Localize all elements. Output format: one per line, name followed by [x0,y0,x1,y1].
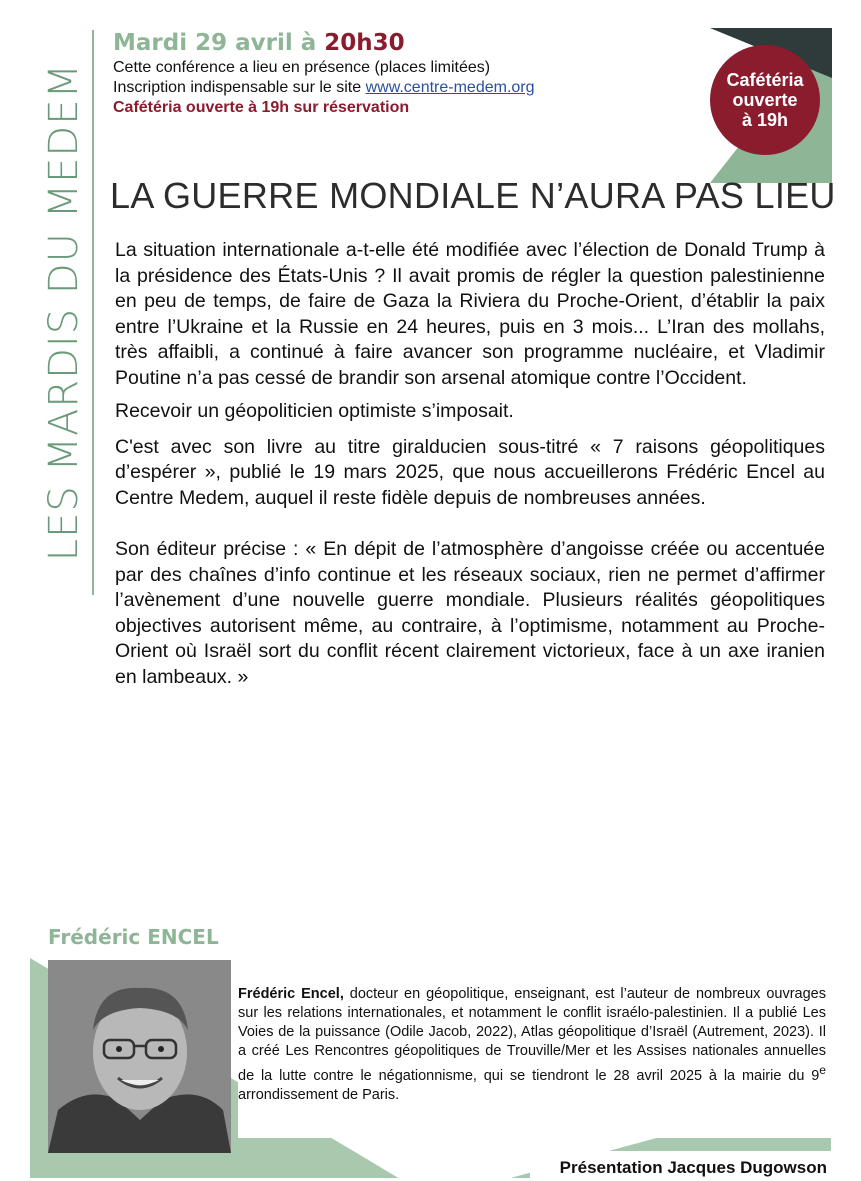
bio-name: Frédéric Encel, [238,986,344,1002]
page-title: LA GUERRE MONDIALE N’AURA PAS LIEU [110,175,836,216]
presenter-credit: Présentation Jacques Dugowson [559,1158,827,1177]
bio-superscript: e [819,1063,826,1077]
event-date [113,28,535,58]
paragraph-2: Recevoir un géopoliticien optimiste s’imposait. [115,400,514,422]
badge-line-1: Cafétéria [726,70,804,90]
badge-line-2: ouverte [732,90,798,110]
portrait-image [48,960,231,1153]
website-link[interactable]: www.centre-medem.org [365,79,535,96]
speaker-bio [238,985,826,1105]
paragraph-3: C'est avec son livre au titre giralducien sous-titré « 7 raisons géopolitiques d’espérer », publié le 19 mars 2025, que nous accueillerons Frédéric Encel au Centre Medem, auquel il reste fidèle depuis de nombreuses années. [115,435,825,509]
series-title-text: LES MARDIS DU MEDEM [41,62,87,562]
event-date-text: Mardi 29 avril à [113,30,325,56]
cafeteria-note: Cafétéria ouverte à 19h sur réservation [113,99,410,116]
registration-note [113,78,535,98]
speaker-photo [48,960,231,1153]
attendance-note: Cette conférence a lieu en présence (places limitées) [113,59,491,76]
registration-prefix: Inscription indispensable sur le site [113,79,366,96]
paragraph-4: Son éditeur précise : « En dépit de l’atmosphère d’angoisse créée ou accentuée par des chaînes d’info continue et les réseaux sociaux, rien ne permet d’affirmer l’avènement d’une nouvelle guerre mondiale. Plusieurs réalités géopolitiques objectives autorisent même, au contraire, à l’optimisme, notamment au Proche-Orient où Israël sort du conflit récent clairement victorieux, face à un axe iranien en lambeaux. » [115,538,825,688]
article-body [115,238,825,690]
badge-line-3: à 19h [741,110,788,130]
paragraph-1: La situation internationale a-t-elle été modifiée avec l’élection de Donald Trump à la présidence des États-Unis ? Il avait promis de régler la question palestinienne en peu de temps, de faire de Gaza la Riviera du Proche-Orient, d’établir la paix entre l’Ukraine et la Russie en 24 heures, puis en 3 mois... L’Iran des mollahs, très affaibli, a continué à faire avancer son programme nucléaire, et Vladimir Poutine n’a pas cessé de brandir son arsenal atomique contre l’Occident. [115,239,825,389]
vertical-divider [92,30,94,595]
cafeteria-badge [710,45,820,155]
bio-text: docteur en géopolitique, enseignant, est l’auteur de nombreux ouvrages sur les relations internationales, et notamment le conflit israélo-palestinien. Il a publié Les Voies de la puissance (Odile Jacob, 2022), Atlas géopolitique d’Israël (Autrement, 2023). Il a créé Les Rencontres géopolitiques de Trouville/Mer et les Assises nationales annuelles de la lutte contre le négationnisme, qui se tiendront le 28 avril 2025 à la mairie du 9 [238,986,826,1084]
event-header [113,28,535,118]
event-time: 20h30 [324,30,405,56]
speaker-name: Frédéric ENCEL [48,925,219,949]
bio-end: arrondissement de Paris. [238,1086,400,1103]
series-title [38,38,90,586]
